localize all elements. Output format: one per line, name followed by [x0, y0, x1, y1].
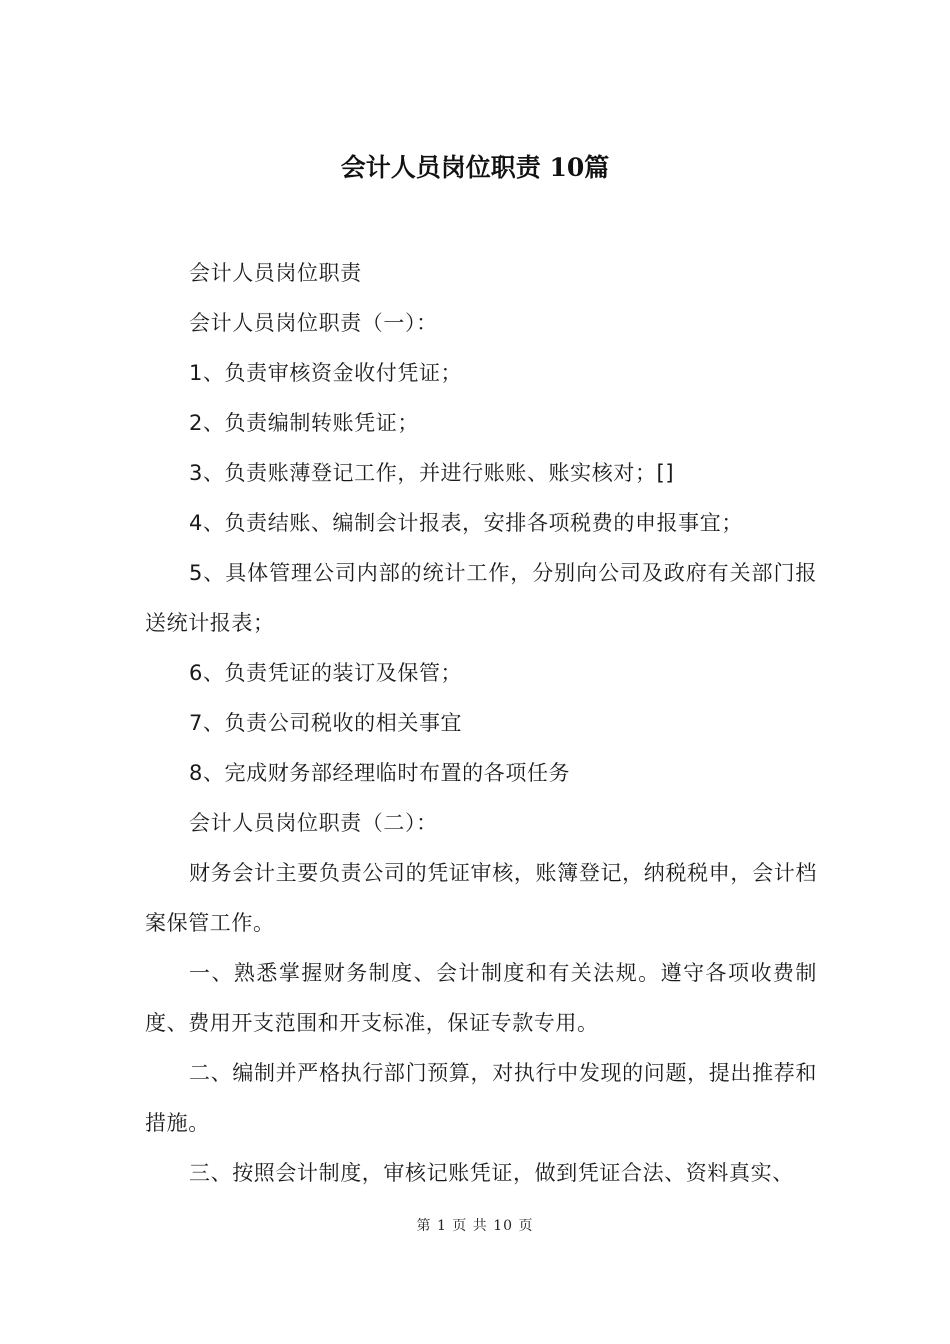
page-footer: 第 1 页 共 10 页 [416, 1218, 534, 1234]
paragraph: 6、负责凭证的装订及保管； [189, 661, 463, 685]
paragraph: 会计人员岗位职责（一）： [189, 311, 438, 335]
paragraph: 会计人员岗位职责 [189, 261, 362, 285]
paragraph: 5、具体管理公司内部的统计工作，分别向公司及政府有关部门报送统计报表； [145, 561, 817, 635]
document-body [145, 248, 817, 1198]
paragraph: 4、负责结账、编制会计报表，安排各项税费的申报事宜； [189, 511, 743, 535]
paragraph: 三、按照会计制度，审核记账凭证，做到凭证合法、资料真实、 [189, 1161, 794, 1185]
paragraph: 3、负责账薄登记工作，并进行账账、账实核对；[] [189, 461, 675, 485]
paragraph: 二、编制并严格执行部门预算，对执行中发现的问题，提出推荐和措施。 [145, 1061, 817, 1135]
paragraph: 8、完成财务部经理临时布置的各项任务 [189, 761, 571, 785]
paragraph: 财务会计主要负责公司的凭证审核，账簿登记，纳税税申，会计档案保管工作。 [145, 861, 817, 935]
paragraph: 一、熟悉掌握财务制度、会计制度和有关法规。遵守各项收费制度、费用开支范围和开支标准，保证专款专用。 [145, 961, 817, 1035]
document-title: 会计人员岗位职责 10篇 [340, 153, 610, 182]
paragraph: 7、负责公司税收的相关事宜 [189, 711, 463, 735]
paragraph: 2、负责编制转账凭证； [189, 411, 419, 435]
paragraph: 1、负责审核资金收付凭证； [189, 361, 463, 385]
paragraph: 会计人员岗位职责（二）： [189, 811, 438, 835]
